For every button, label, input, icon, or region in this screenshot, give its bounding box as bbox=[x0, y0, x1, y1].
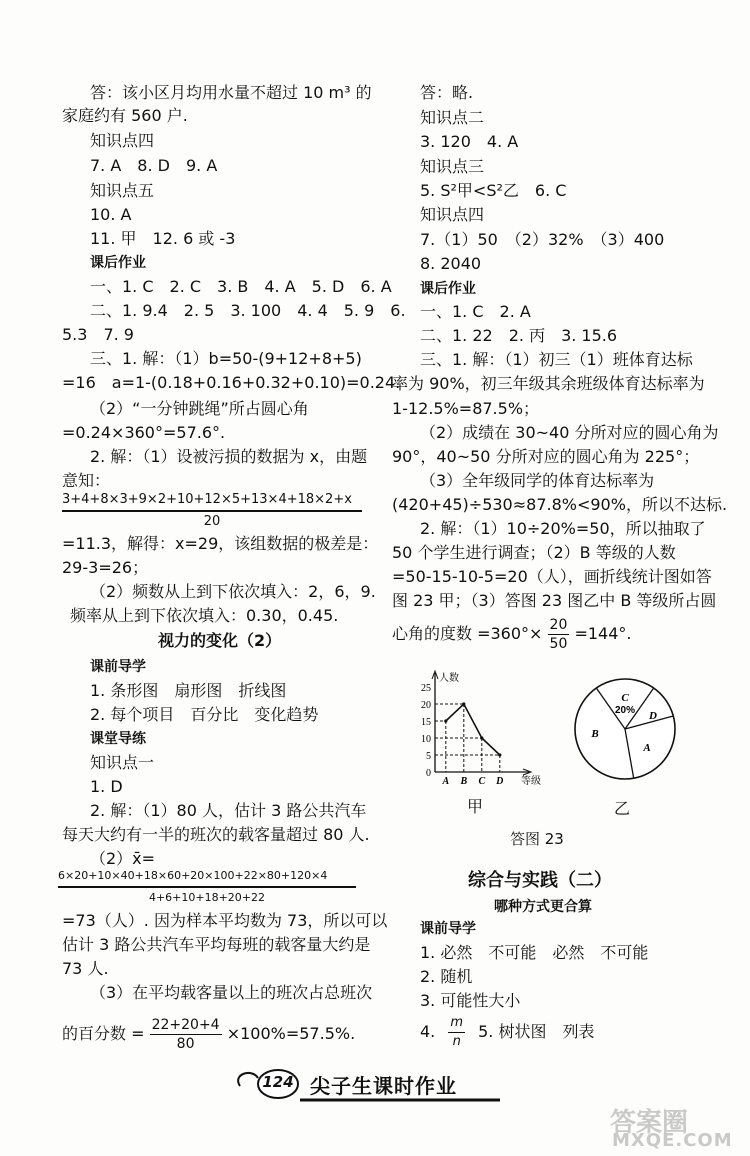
text-line: 知识点二 bbox=[420, 108, 485, 127]
text-fragment: 4. bbox=[420, 1022, 436, 1041]
fraction-denominator: 80 bbox=[176, 1036, 195, 1052]
text-line: （2）频数从上到下依次填入：2，6，9. bbox=[90, 582, 376, 601]
text-line: 知识点一 bbox=[90, 753, 155, 772]
text-line bbox=[420, 1010, 594, 1054]
text-line: 二、1. 9.4 2. 5 3. 100 4. 4 5. 9 6. bbox=[90, 301, 406, 320]
text-fragment: ×100%=57.5%. bbox=[226, 1024, 356, 1043]
text-line: 3. 可能性大小 bbox=[420, 991, 521, 1010]
text-fragment: =144°. bbox=[574, 624, 632, 643]
pie-slice-label: A bbox=[643, 742, 651, 754]
fraction bbox=[58, 866, 356, 908]
text-line: （3）在平均载客量以上的班次占总班次 bbox=[90, 983, 373, 1002]
text-line: =16 a=1-(0.18+0.16+0.32+0.10)=0.24. bbox=[62, 373, 401, 392]
text-line: 答：该小区月均用水量不超过 10 m³ 的 bbox=[90, 83, 372, 102]
text-line: 2. 解：（1）80 人，估计 3 路公共汽车 bbox=[90, 801, 367, 820]
text-line: 10. A bbox=[90, 205, 132, 224]
text-line: 知识点四 bbox=[420, 205, 485, 224]
text-line: 三、1. 解：（1）初三（1）班体育达标 bbox=[420, 350, 693, 369]
pie-slice-label: C bbox=[621, 692, 629, 704]
text-line: =50-15-10-5=20（人），画折线统计图如答 bbox=[392, 567, 712, 586]
x-tick-label: D bbox=[496, 776, 504, 787]
watermark-url: MXQE.COM bbox=[612, 1130, 733, 1151]
text-line: 29-3=26； bbox=[62, 558, 149, 577]
text-line: （2）“一分钟跳绳”所占圆心角 bbox=[90, 399, 309, 418]
x-tick-label: A bbox=[442, 776, 450, 787]
pie-annotation: 20% bbox=[614, 705, 636, 716]
line-chart bbox=[405, 662, 555, 790]
text-line: (420+45)÷530≈87.8%<90%，所以不达标. bbox=[392, 495, 728, 514]
text-line: （2）x̄= bbox=[90, 849, 156, 868]
figure-caption: 答图 23 bbox=[510, 830, 564, 848]
text-line: =0.24×360°=57.6°. bbox=[62, 423, 226, 442]
text-line: 7.（1）50 （2）32% （3）400 bbox=[420, 230, 665, 249]
text-line: 2. 随机 bbox=[420, 967, 473, 986]
y-tick-label: 20 bbox=[421, 700, 431, 711]
text-line: 5. S²甲<S²乙 6. C bbox=[420, 181, 567, 200]
text-line: 2. 每个项目 百分比 变化趋势 bbox=[90, 705, 319, 724]
section-label: 课后作业 bbox=[90, 255, 146, 271]
text-line: 8. 2040 bbox=[420, 254, 482, 273]
pie-chart bbox=[570, 674, 680, 784]
data-point bbox=[480, 736, 483, 739]
text-line: 11. 甲 12. 6 或 -3 bbox=[90, 229, 236, 248]
text-line: 知识点五 bbox=[90, 181, 155, 200]
data-point bbox=[444, 719, 447, 722]
fraction-numerator: 6×20+10×40+18×60+20×100+22×80+120×4 bbox=[58, 866, 356, 888]
text-line: =11.3，解得：x=29，该组数据的极差是： bbox=[62, 534, 379, 553]
text-line: （2）成绩在 30~40 分所对应的圆心角为 bbox=[420, 423, 719, 442]
text-line: 估计 3 路公共汽车平均每班的载客量大约是 bbox=[62, 935, 371, 954]
data-point bbox=[462, 702, 465, 705]
text-line: 答：略. bbox=[420, 83, 474, 102]
figure-label-a: 甲 bbox=[467, 797, 484, 816]
text-line: 每天大约有一半的班次的载客量超过 80 人. bbox=[62, 825, 370, 844]
text-line: （3）全年级同学的体育达标率为 bbox=[420, 471, 655, 490]
book-title: 尖子生课时作业 bbox=[310, 1074, 457, 1098]
text-line: 50 个学生进行调查；（2）B 等级的人数 bbox=[392, 543, 676, 562]
section-label: 课前导学 bbox=[420, 921, 476, 937]
text-line: 7. A 8. D 9. A bbox=[90, 156, 218, 175]
fraction-denominator: 4+6+10+18+20+22 bbox=[148, 891, 266, 904]
fraction bbox=[62, 490, 362, 532]
text-line: 频率从上到下依次填入：0.30，0.45. bbox=[70, 606, 339, 625]
page-footer bbox=[230, 1064, 510, 1104]
fraction-denominator: 20 bbox=[203, 514, 221, 529]
text-fragment: 心角的度数 =360°× bbox=[392, 624, 543, 643]
fraction-numerator: 20 bbox=[549, 617, 568, 633]
y-tick-label: 5 bbox=[426, 751, 431, 762]
y-tick-label: 0 bbox=[426, 768, 431, 779]
text-line: 图 23 甲；（3）答图 23 图乙中 B 等级所占圆 bbox=[392, 591, 717, 610]
text-line: 5.3 7. 9 bbox=[62, 325, 134, 344]
text-line: 1. 条形图 扇形图 折线图 bbox=[90, 681, 287, 700]
series-line bbox=[446, 704, 500, 755]
fraction bbox=[150, 1016, 222, 1053]
text-line: 2. 解：（1）10÷20%=50，所以抽取了 bbox=[420, 519, 706, 538]
text-line: 家庭约有 560 户. bbox=[62, 106, 188, 125]
text-fragment: 5. 树状图 列表 bbox=[478, 1022, 595, 1041]
pie-slice-label: B bbox=[591, 728, 599, 740]
text-line: 一、1. C 2. A bbox=[420, 302, 531, 321]
text-line bbox=[62, 1012, 355, 1056]
y-tick-label: 15 bbox=[421, 717, 431, 728]
text-fragment: 的百分数 = bbox=[62, 1024, 145, 1043]
text-line: 知识点四 bbox=[90, 131, 155, 150]
text-line: 率为 90%，初三年级其余班级体育达标率为 bbox=[392, 374, 705, 393]
text-line: 90°，40~50 分所对应的圆心角为 225°； bbox=[392, 447, 700, 466]
section-subtitle: 哪种方式更合算 bbox=[494, 899, 592, 915]
data-point bbox=[498, 753, 501, 756]
section-label: 课前导学 bbox=[90, 659, 146, 675]
watermark-logo: 答案圈 bbox=[610, 1108, 689, 1138]
fraction-numerator: 3+4+8×3+9×2+10+12×5+13×4+18×2+x bbox=[62, 490, 362, 512]
fraction-numerator: m bbox=[448, 1014, 465, 1033]
text-line bbox=[392, 612, 632, 656]
text-line: 二、1. 22 2. 丙 3. 15.6 bbox=[420, 326, 618, 345]
text-line: 1. D bbox=[90, 777, 123, 796]
fraction bbox=[548, 616, 570, 653]
text-line: 3. 120 4. A bbox=[420, 132, 519, 151]
y-tick-label: 10 bbox=[421, 734, 431, 745]
fraction-denominator: 50 bbox=[549, 636, 568, 652]
section-title: 视力的变化（2） bbox=[158, 631, 282, 650]
text-line: =73（人）. 因为样本平均数为 73，所以可以 bbox=[62, 911, 388, 930]
fraction-denominator: n bbox=[452, 1034, 461, 1049]
text-line: 2. 解：（1）设被污损的数据为 x，由题 bbox=[90, 447, 368, 466]
text-line: 1-12.5%=87.5%； bbox=[392, 399, 540, 418]
fraction bbox=[448, 1014, 465, 1051]
x-tick-label: B bbox=[460, 776, 468, 787]
section-title: 综合与实践（二） bbox=[468, 870, 612, 891]
y-axis-label: 人数 bbox=[439, 673, 459, 684]
text-line: 知识点三 bbox=[420, 157, 485, 176]
text-line: 1. 必然 不可能 必然 不可能 bbox=[420, 943, 649, 962]
text-line: 一、1. C 2. C 3. B 4. A 5. D 6. A bbox=[90, 277, 392, 296]
page-number: 124 bbox=[262, 1073, 294, 1091]
fraction-numerator: 22+20+4 bbox=[151, 1017, 220, 1033]
section-label: 课堂导练 bbox=[90, 731, 146, 747]
text-line: 73 人. bbox=[62, 959, 109, 978]
y-tick-label: 25 bbox=[421, 683, 431, 694]
pie-slice-label: D bbox=[649, 710, 657, 722]
x-axis-label: 等级 bbox=[521, 776, 541, 787]
section-label: 课后作业 bbox=[420, 281, 476, 297]
figure-label-b: 乙 bbox=[614, 799, 631, 818]
text-line: 意知： bbox=[62, 471, 111, 490]
text-line: 三、1. 解：（1）b=50-(9+12+8+5) bbox=[90, 349, 362, 368]
x-tick-label: C bbox=[478, 776, 486, 787]
